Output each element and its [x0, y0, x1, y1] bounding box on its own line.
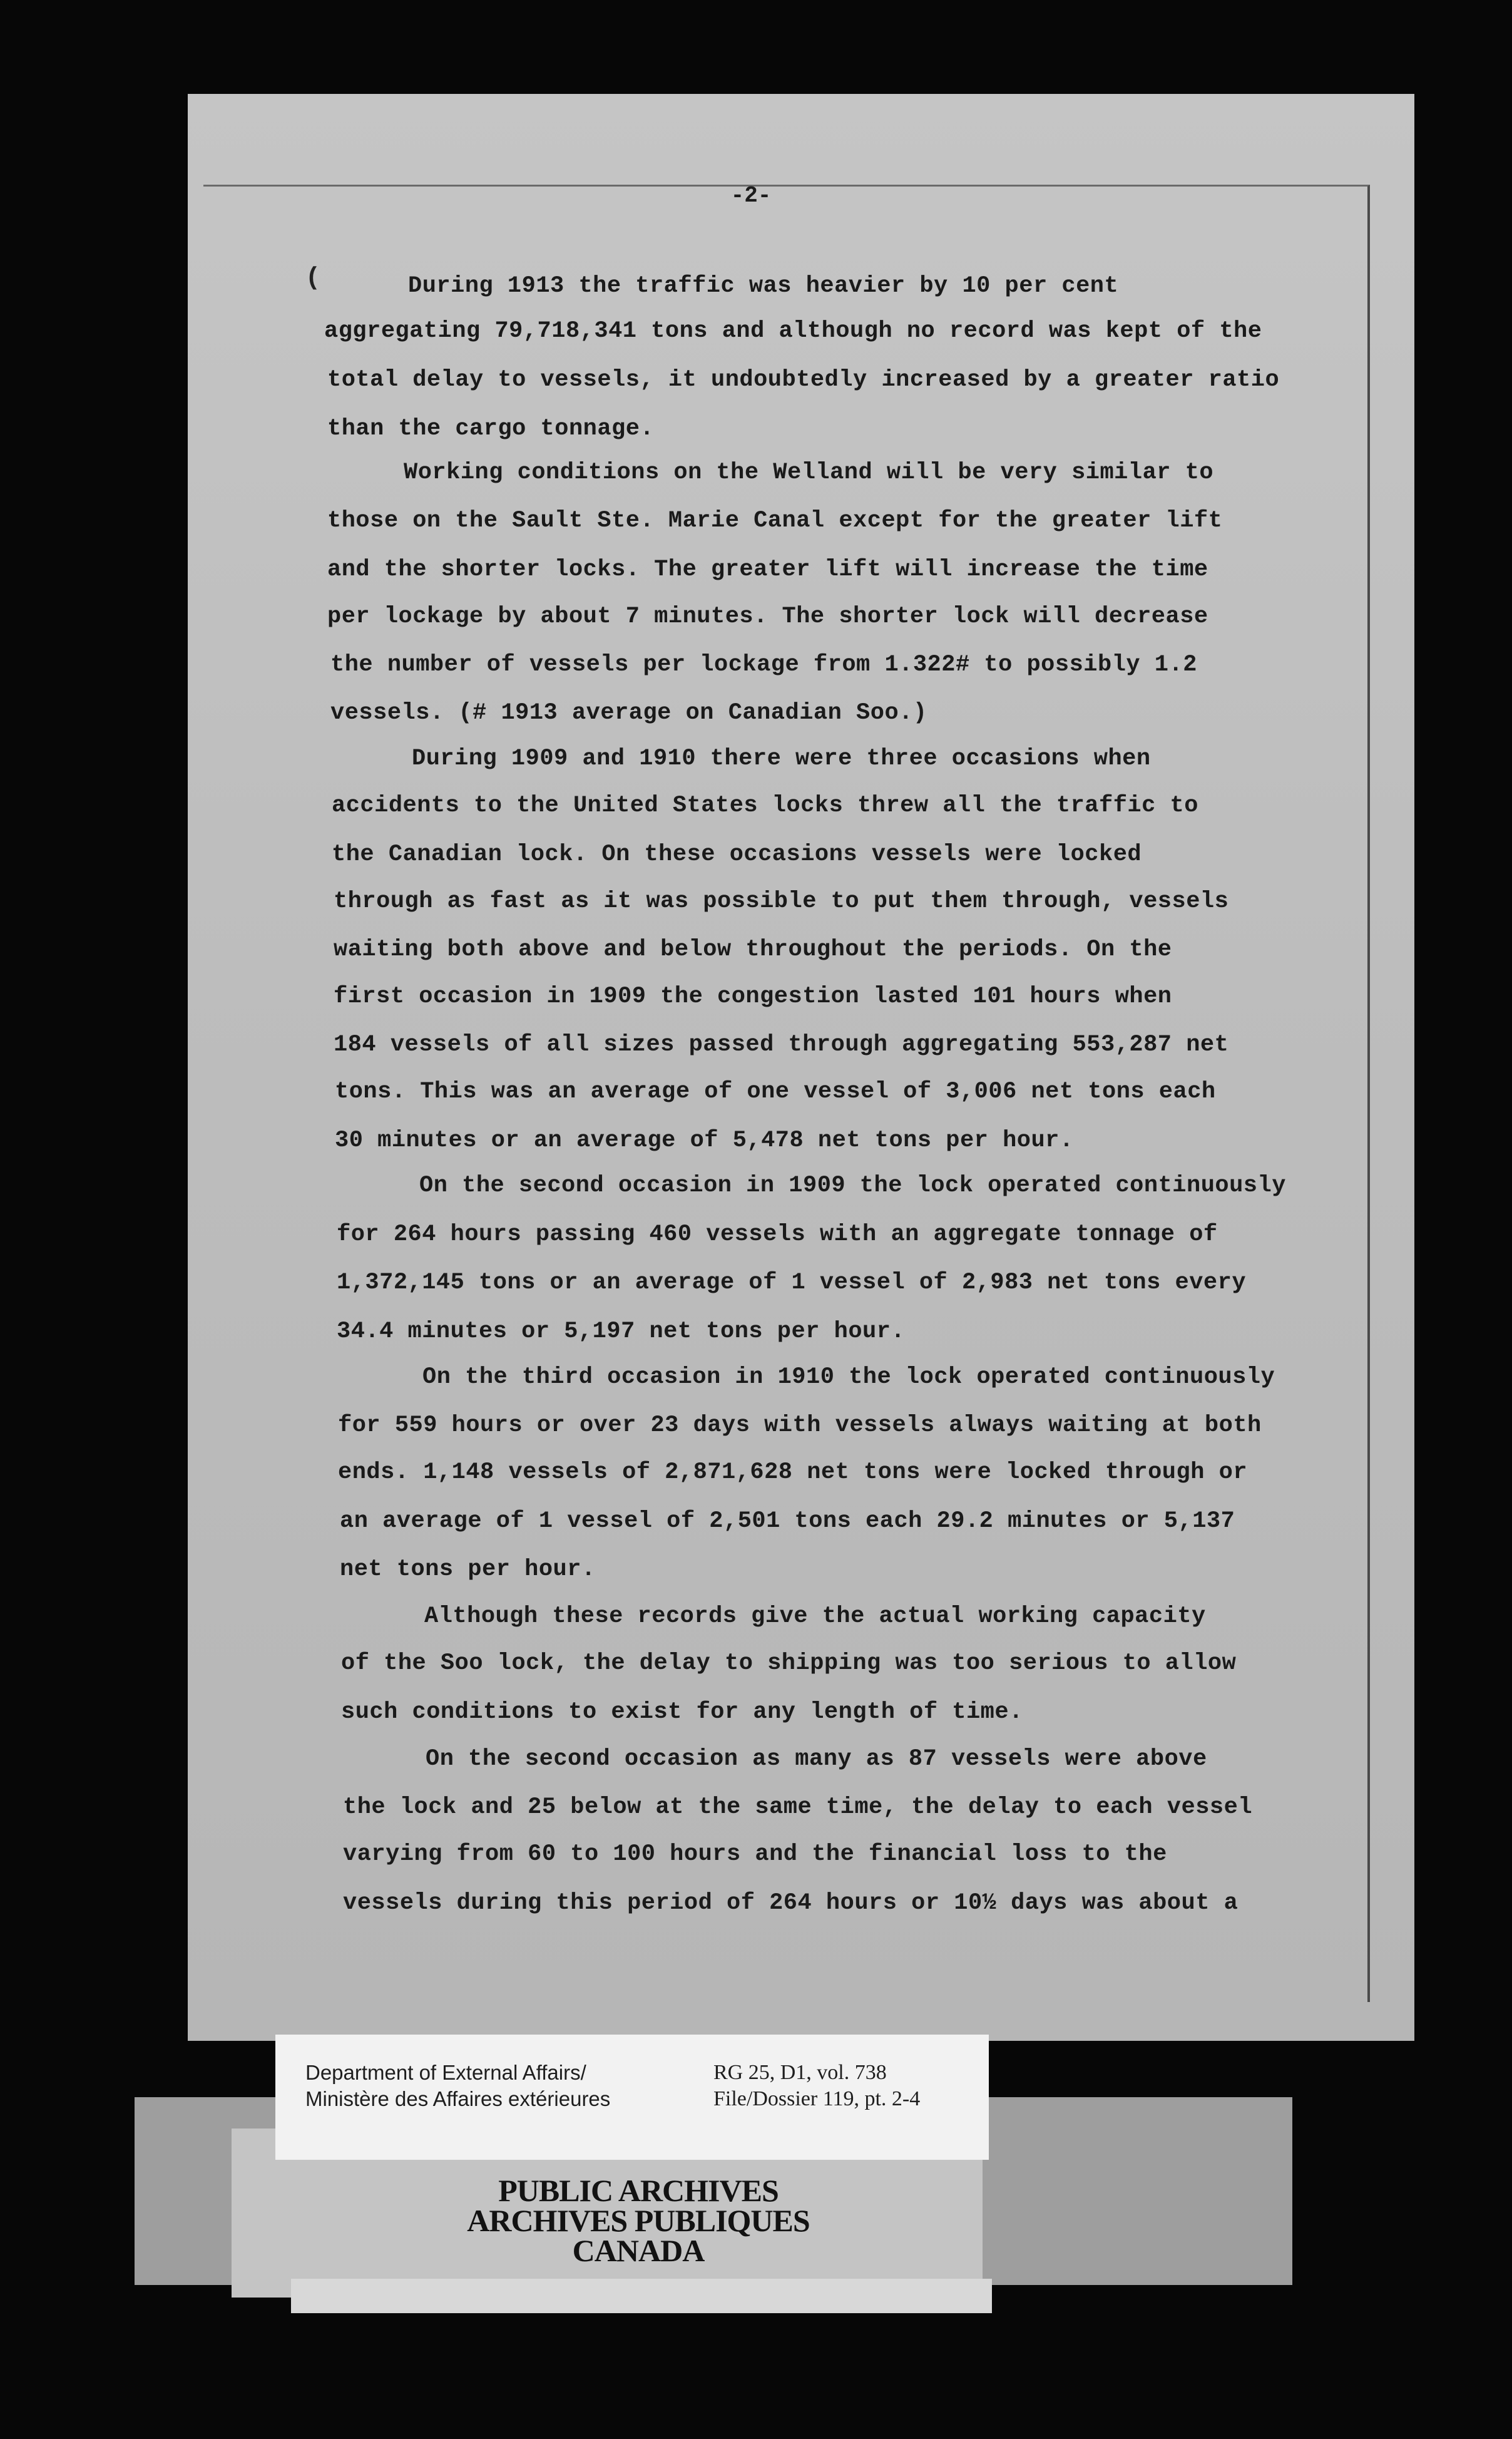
text-line: During 1913 the traffic was heavier by 10 per cent — [408, 273, 1119, 299]
department-en: Department of External Affairs/ — [305, 2061, 586, 2084]
text-line: On the second occasion as many as 87 vessels were above — [426, 1746, 1207, 1772]
text-line: On the second occasion in 1909 the lock operated continuously — [419, 1173, 1286, 1199]
file-number: File/Dossier 119, pt. 2-4 — [713, 2087, 921, 2110]
text-line: varying from 60 to 100 hours and the financial loss to the — [343, 1841, 1167, 1867]
text-line: per lockage by about 7 minutes. The shorter lock will decrease — [327, 603, 1208, 630]
text-line: through as fast as it was possible to put them through, vessels — [334, 888, 1229, 915]
text-line: for 559 hours or over 23 days with vessels always waiting at both — [338, 1412, 1262, 1439]
archive-stamp-strip — [291, 2279, 992, 2313]
stamp-line-canada: CANADA — [572, 2233, 705, 2268]
department-fr: Ministère des Affaires extérieures — [305, 2087, 611, 2110]
text-line: 1,372,145 tons or an average of 1 vessel of 2,983 net tons every — [337, 1270, 1247, 1296]
text-line: During 1909 and 1910 there were three occasions when — [412, 746, 1151, 772]
text-line: accidents to the United States locks threw all the traffic to — [332, 793, 1198, 819]
text-line: an average of 1 vessel of 2,501 tons each 29.2 minutes or 5,137 — [340, 1508, 1235, 1534]
reference-number: RG 25, D1, vol. 738 — [713, 2061, 887, 2084]
text-line: Although these records give the actual working capacity — [424, 1603, 1206, 1630]
text-line: of the Soo lock, the delay to shipping was too serious to allow — [341, 1650, 1237, 1676]
text-line: those on the Sault Ste. Marie Canal except for the greater lift — [327, 508, 1223, 534]
text-line: net tons per hour. — [340, 1556, 596, 1583]
text-line: the Canadian lock. On these occasions vessels were locked — [332, 841, 1142, 868]
text-line: waiting both above and below throughout the periods. On the — [334, 937, 1172, 963]
text-line: 34.4 minutes or 5,197 net tons per hour. — [337, 1318, 906, 1345]
page-number: -2- — [730, 183, 772, 208]
text-line: ends. 1,148 vessels of 2,871,628 net tons were locked through or — [338, 1459, 1248, 1486]
text-line: vessels during this period of 264 hours or 10½ days was about a — [343, 1890, 1239, 1916]
text-line: such conditions to exist for any length of time. — [341, 1699, 1023, 1725]
text-line: the lock and 25 below at the same time, the delay to each vessel — [343, 1794, 1253, 1820]
text-line: On the third occasion in 1910 the lock operated continuously — [422, 1364, 1275, 1390]
text-line: vessels. (# 1913 average on Canadian Soo.) — [330, 700, 927, 726]
text-line: tons. This was an average of one vessel of 3,006 net tons each — [335, 1079, 1216, 1105]
text-line: total delay to vessels, it undoubtedly increased by a greater ratio — [327, 367, 1280, 393]
stamp-line-archives-publiques: ARCHIVES PUBLIQUES — [467, 2203, 810, 2238]
text-line: 184 vessels of all sizes passed through aggregating 553,287 net — [334, 1032, 1229, 1058]
text-line: for 264 hours passing 460 vessels with an aggregate tonnage of — [337, 1221, 1218, 1248]
archive-label — [275, 2035, 989, 2160]
archive-stamp — [375, 2175, 901, 2266]
stamp-line-public-archives: PUBLIC ARCHIVES — [498, 2173, 779, 2208]
text-line: first occasion in 1909 the congestion lasted 101 hours when — [334, 983, 1172, 1010]
department-block — [305, 2060, 610, 2112]
margin-mark: ( — [305, 264, 321, 292]
reference-block — [713, 2060, 920, 2112]
text-line: 30 minutes or an average of 5,478 net tons per hour. — [335, 1127, 1074, 1154]
text-line: aggregating 79,718,341 tons and although no record was kept of the — [324, 318, 1262, 344]
text-line: than the cargo tonnage. — [327, 416, 655, 442]
text-line: and the shorter locks. The greater lift will increase the time — [327, 557, 1208, 583]
text-line: Working conditions on the Welland will be very similar to — [404, 460, 1214, 486]
text-line: the number of vessels per lockage from 1.322# to possibly 1.2 — [330, 652, 1197, 678]
